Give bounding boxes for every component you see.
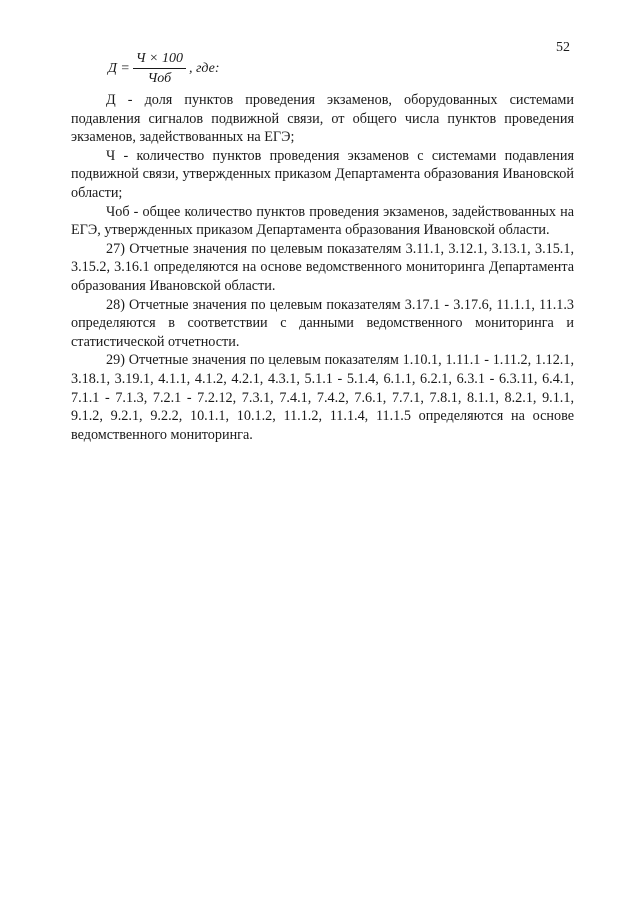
formula-denominator: Чоб (147, 71, 172, 86)
document-body (71, 91, 574, 444)
page-number: 52 (556, 40, 570, 55)
formula-lhs: Д = (108, 60, 130, 76)
formula-fraction (133, 50, 186, 87)
definition-chob: Чоб - общее количество пунктов проведения экзаменов, задействованных на ЕГЭ, утвержденных приказом Департамента образования Ивановской области. (71, 203, 574, 239)
definition-ch: Ч - количество пунктов проведения экзаменов с системами подавления подвижной связи, утвержденных приказом Департамента образования Ивановской области; (71, 147, 574, 201)
clause-27: 27) Отчетные значения по целевым показателям 3.11.1, 3.12.1, 3.13.1, 3.15.1, 3.15.2, 3.16.1 определяются на основе ведомственного мониторинга Департамента образования Ивановской области. (71, 240, 574, 294)
formula-suffix: , где: (188, 60, 220, 76)
formula-numerator: Ч × 100 (133, 50, 186, 69)
clause-29: 29) Отчетные значения по целевым показателям 1.10.1, 1.11.1 - 1.11.2, 1.12.1, 3.18.1, 3.19.1, 4.1.1, 4.1.2, 4.2.1, 4.3.1, 5.1.1 - 5.1.4, 6.1.1, 6.2.1, 6.3.1 - 6.3.11, 6.4.1, 7.1.1 - 7.1.3, 7.2.1 - 7.2.12, 7.3.1, 7.4.1, 7.4.2, 7.6.1, 7.7.1, 7.8.1, 8.1.1, 8.2.1, 9.1.1, 9.1.2, 9.2.1, 9.2.2, 10.1.1, 10.1.2, 11.1.2, 11.1.4, 11.1.5 определяются на основе ведомственного мониторинга. (71, 352, 574, 443)
formula (108, 50, 220, 87)
clause-28: 28) Отчетные значения по целевым показателям 3.17.1 - 3.17.6, 11.1.1, 11.1.3 определяются в соответствии с данными ведомственного мониторинга и статистической отчетности. (71, 296, 574, 350)
definition-d: Д - доля пунктов проведения экзаменов, оборудованных системами подавления сигналов подвижной связи, от общего числа пунктов проведения экзаменов, задействованных на ЕГЭ; (71, 92, 574, 146)
